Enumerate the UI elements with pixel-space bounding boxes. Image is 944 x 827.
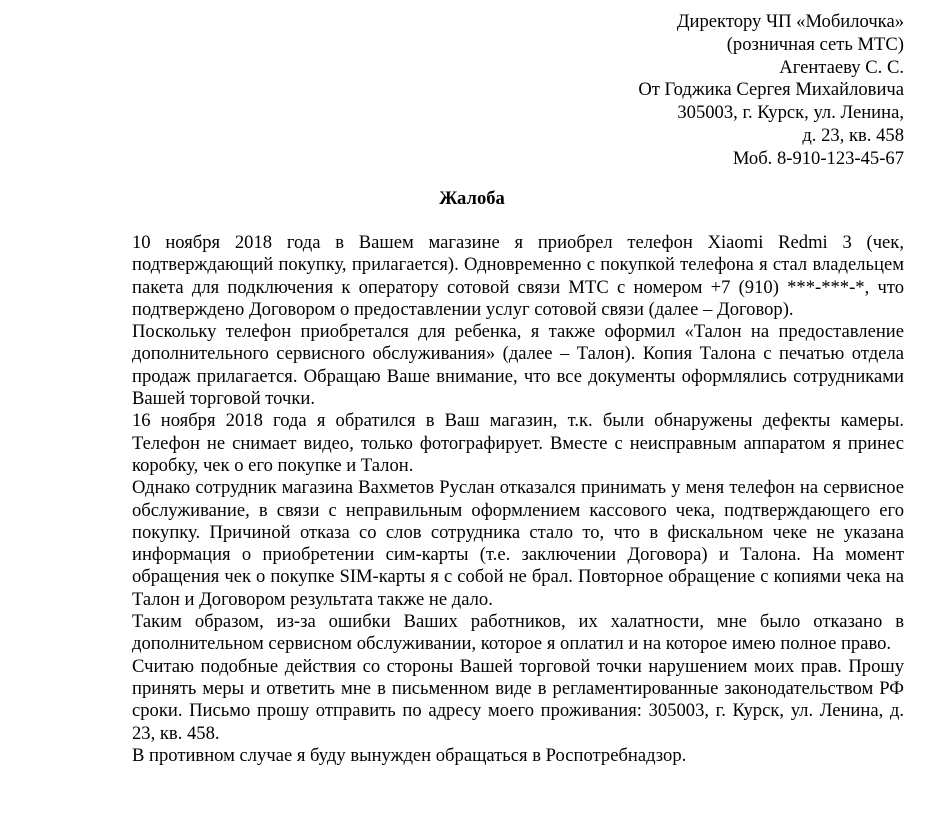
paragraph-request: Считаю подобные действия со стороны Вашей торговой точки нарушением моих прав. Прошу принять меры и ответить мне в письменном виде в регламентированные законодательством РФ сроки. Письмо прошу отправить по адресу моего проживания: 305003, г. Курск, ул. Ленина, д. 23, кв. 458. xyxy=(132,655,904,744)
header-line-address-house: д. 23, кв. 458 xyxy=(802,124,904,146)
paragraph-warning: В противном случае я буду вынужден обращаться в Роспотребнадзор. xyxy=(132,744,687,766)
header-line-phone: Моб. 8-910-123-45-67 xyxy=(732,147,904,169)
paragraph-defect: 16 ноября 2018 года я обратился в Ваш магазин, т.к. были обнаружены дефекты камеры. Телефон не снимает видео, только фотографирует. Вместе с неисправным аппаратом я принес коробку, чек о его покупке и Талон. xyxy=(132,410,904,476)
paragraph-coupon: Поскольку телефон приобретался для ребенка, я также оформил «Талон на предоставление дополнительного сервисного обслуживания» (далее – Талон). Копия Талона с печатью отдела продаж прилагается. Обращаю Ваше внимание, что все документы оформлялись сотрудниками Вашей торговой точки. xyxy=(132,321,904,410)
paragraph-conclusion: Таким образом, из-за ошибки Ваших работников, их халатности, мне было отказано в дополнительном сервисном обслуживании, которое я оплатил и на которое имею полное право. xyxy=(132,611,904,655)
header-line-director: Директору ЧП «Мобилочка» xyxy=(676,11,904,32)
header-line-sender: От Годжика Сергея Михайловича xyxy=(638,79,904,101)
header-line-network: (розничная сеть МТС) xyxy=(726,33,904,55)
paragraph-refusal: Однако сотрудник магазина Вахметов Руслан отказался принимать у меня телефон на сервисное обслуживание, в связи с неправильным оформлением кассового чека, подтверждающего его покупку. Причиной отказа со слов сотрудника стало то, что в фискальном чеке не указана информация о приобретении сим-карты (т.е. заключении Договора) и Талона. На момент обращения чек о покупке SIM-карты я с собой не брал. Повторное обращение с копиями чека на Талон и Договором результата также не дало. xyxy=(132,477,904,610)
document-title: Жалоба xyxy=(439,188,505,209)
header-line-address-street: 305003, г. Курск, ул. Ленина, xyxy=(677,102,904,124)
document-body xyxy=(132,232,904,767)
addressee-block xyxy=(404,11,904,171)
header-line-addressee-name: Агентаеву С. С. xyxy=(779,56,904,78)
paragraph-purchase: 10 ноября 2018 года в Вашем магазине я приобрел телефон Xiaomi Redmi 3 (чек, подтверждающий покупку, прилагается). Одновременно с покупкой телефона я стал владельцем пакета для подключения к оператору сотовой связи МТС с номером +7 (910) ***-***-*, что подтверждено Договором о предоставлении услуг сотовой связи (далее – Договор). xyxy=(132,232,904,320)
